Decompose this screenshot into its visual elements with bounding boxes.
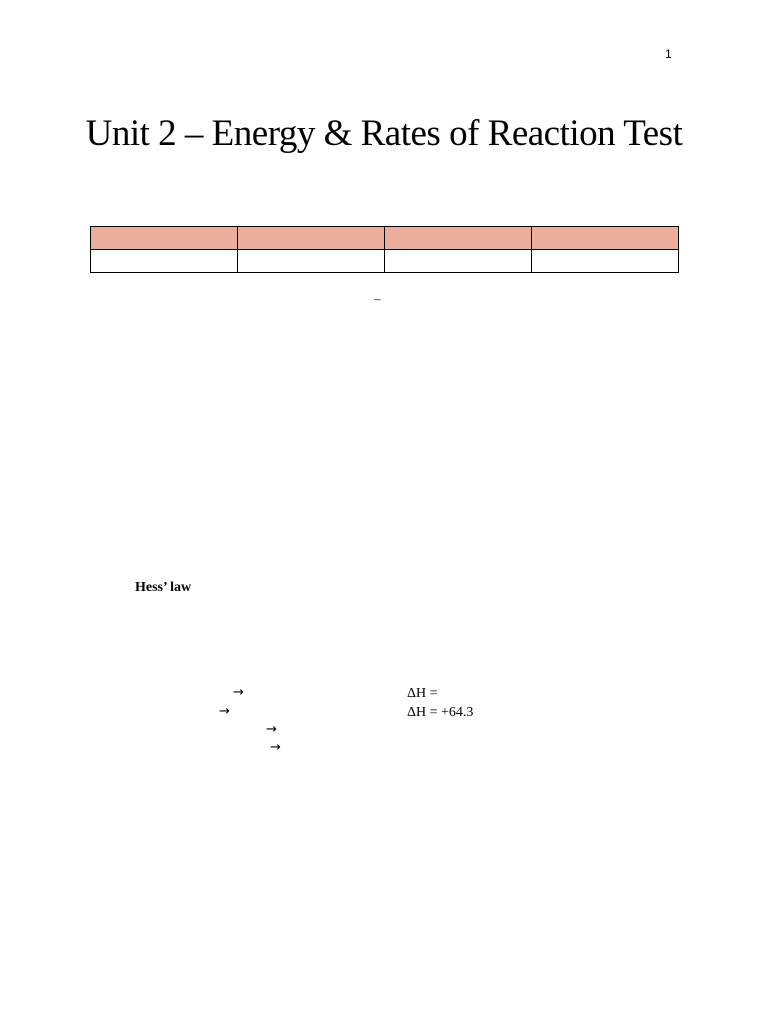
score-table-cell	[532, 250, 679, 273]
enthalpy-change-label: ΔH = +64.3	[407, 705, 474, 720]
reaction-arrow-icon: →	[270, 740, 281, 755]
score-table-cell	[238, 250, 385, 273]
hess-law-heading: Hess’ law	[135, 580, 192, 595]
document-title: Unit 2 – Energy & Rates of Reaction Test	[85, 113, 683, 154]
reaction-arrow-icon: →	[266, 722, 277, 737]
score-table-header-cell	[385, 227, 532, 250]
reaction-arrow-icon: →	[219, 704, 230, 719]
page-number: 1	[665, 47, 672, 61]
score-table-body-row	[91, 250, 679, 273]
enthalpy-change-label: ΔH =	[407, 686, 438, 701]
score-table-cell	[385, 250, 532, 273]
reaction-arrow-icon: →	[233, 685, 244, 700]
score-table-header-cell	[238, 227, 385, 250]
score-table-cell	[91, 250, 238, 273]
score-table-header-cell	[532, 227, 679, 250]
dash-mark: –	[374, 291, 381, 306]
score-table-header-cell	[91, 227, 238, 250]
score-table	[90, 226, 679, 273]
score-table-header-row	[91, 227, 679, 250]
